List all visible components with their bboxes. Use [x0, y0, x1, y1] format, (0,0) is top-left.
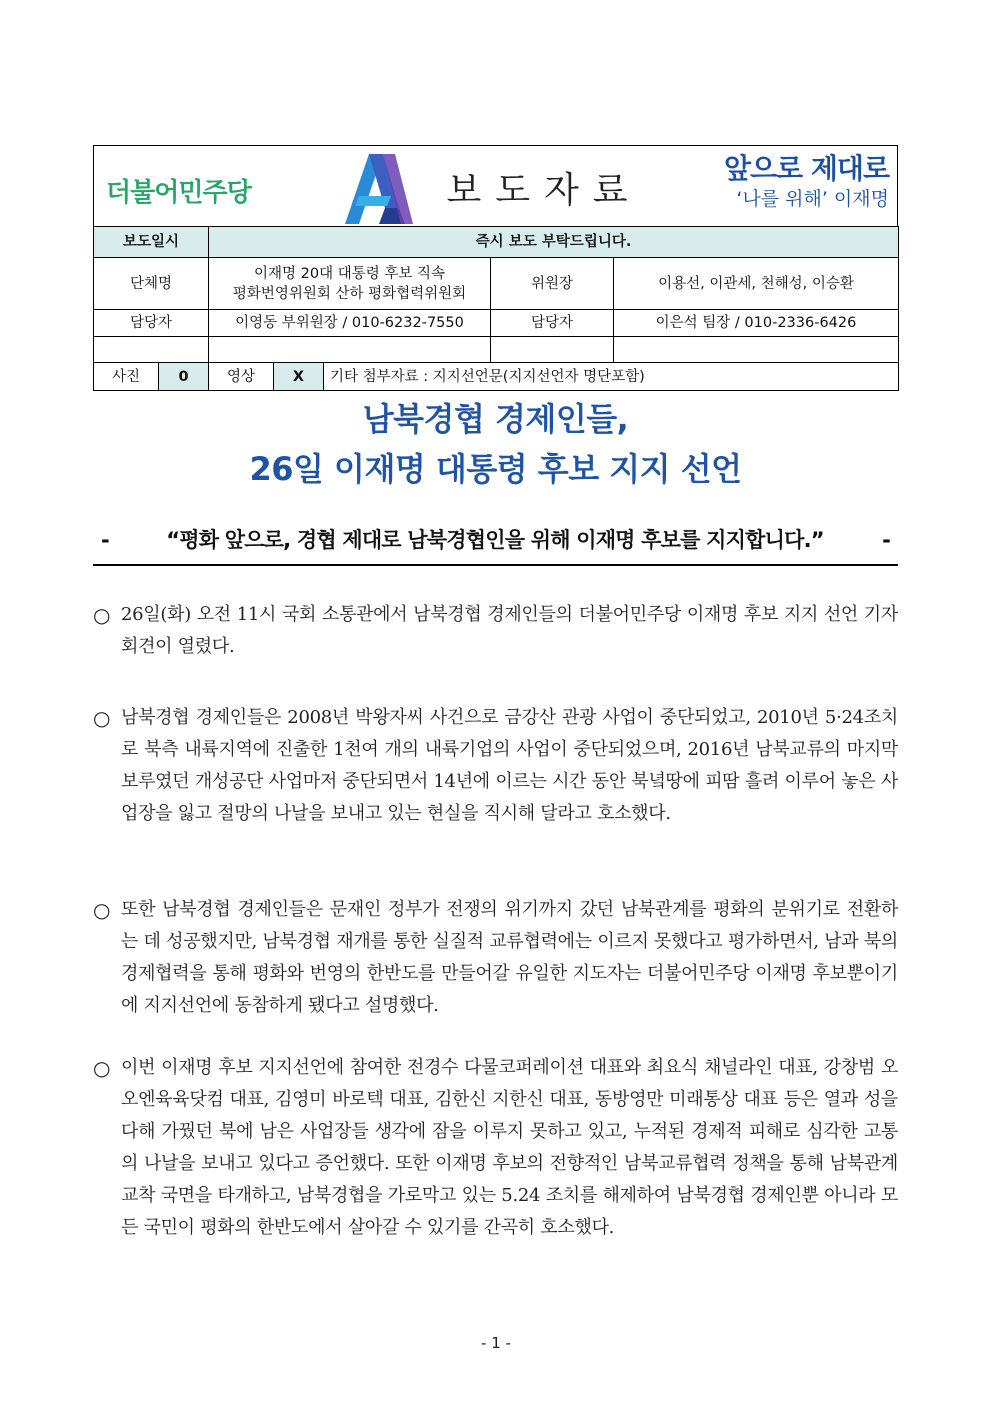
quote-text: “평화 앞으로, 경협 제대로 남북경협인을 위해 이재명 후보를 지지합니다.” [166, 528, 824, 552]
slogan-sub: ‘나를 위해’ 이재명 [736, 188, 889, 210]
quote-dash-left: - [101, 528, 109, 552]
empty-cell [491, 337, 614, 363]
headline-line2: 26일 이재명 대통령 후보 지지 선언 [249, 450, 742, 488]
title-divider [93, 564, 898, 566]
subtitle-quote [93, 522, 898, 558]
party-logo [94, 146, 354, 226]
body-paragraph-4 [93, 1052, 898, 1244]
release-info-table [93, 226, 899, 391]
table-row [94, 363, 899, 391]
party-logo-text: 더불어민주당 [106, 178, 251, 208]
circle-bullet-icon: ○ [93, 1056, 111, 1080]
headline [93, 394, 898, 494]
document-type-title: 보도자료 [446, 170, 642, 211]
body-paragraph-2 [93, 702, 898, 830]
quote-dash-right: - [882, 528, 890, 552]
release-date-value: 즉시 보도 부탁드립니다. [209, 227, 899, 258]
circle-bullet-icon: ○ [93, 706, 111, 730]
table-row [94, 337, 899, 363]
circle-bullet-icon: ○ [93, 898, 111, 922]
header-box [93, 145, 898, 227]
table-row [94, 310, 899, 337]
body-paragraph-3 [93, 894, 898, 1022]
photo-count: 0 [159, 363, 209, 391]
paragraph-text: 이번 이재명 후보 지지선언에 참여한 전경수 다물코퍼레이션 대표와 최요식 채널라인 대표, 강창범 오오엔육육닷컴 대표, 김영미 바로텍 대표, 김한신 지한신 대표, 동방영만 미래통상 대표 등은 열과 성을 다해 가꿨던 북에 남은 사업장들 생각에 잠을 이루지 못하고 있고, 누적된 경제적 피해로 심각한 고통의 나날을 보내고 있다고 증언했다. 또한 이재명 후보의 전향적인 남북교류협력 정책을 통해 남북관계 교착 국면을 타개하고, 남북경협을 가로막고 있는 5.24 조치를 해제하여 남북경협 경제인뿐 아니라 모든 국민이 평화의 한반도에서 살아갈 수 있기를 간곡히 호소했다. [121, 1057, 898, 1238]
release-date-label: 보도일시 [94, 227, 209, 258]
empty-cell [94, 337, 209, 363]
table-row [94, 227, 899, 258]
headline-line1: 남북경협 경제인들, [362, 400, 629, 438]
table-row [94, 258, 899, 310]
paragraph-text: 또한 남북경협 경제인들은 문재인 정부가 전쟁의 위기까지 갔던 남북관계를 평화의 분위기로 전환하는 데 성공했지만, 남북경협 재개를 통한 실질적 교류협력에는 이르지 못했다고 평가하면서, 남과 북의 경제협력을 통해 평화와 번영의 한반도를 만들어갈 유일한 지도자는 더불어민주당 이재명 후보뿐이기에 지지선언에 동참하게 됐다고 설명했다. [121, 899, 898, 1016]
campaign-slogan [709, 152, 889, 212]
org-value-line1: 이재명 20대 대통령 후보 직속 [254, 265, 445, 282]
empty-cell [209, 337, 491, 363]
empty-cell [614, 337, 899, 363]
paragraph-text: 26일(화) 오전 11시 국회 소통관에서 남북경협 경제인들의 더불어민주당 이재명 후보 지지 선언 기자회견이 열렸다. [121, 604, 898, 657]
circle-bullet-icon: ○ [93, 603, 111, 627]
video-label: 영상 [209, 363, 274, 391]
contact1-value: 이영동 부위원장 / 010-6232-7550 [209, 310, 491, 337]
attachment-note: 기타 첨부자료 : 지지선언문(지지선언자 명단포함) [324, 363, 899, 391]
photo-label: 사진 [94, 363, 159, 391]
org-value [209, 258, 491, 310]
slogan-main: 앞으로 제대로 [723, 152, 889, 185]
body-paragraph-1 [93, 599, 898, 663]
chair-label: 위원장 [491, 258, 614, 310]
chair-value: 이용선, 이관세, 천해성, 이승환 [614, 258, 899, 310]
org-value-line2: 평화번영위원회 산하 평화협력위원회 [232, 285, 467, 302]
contact2-label: 담당자 [491, 310, 614, 337]
page-number: - 1 - [481, 1334, 511, 1352]
org-label: 단체명 [94, 258, 209, 310]
contact1-label: 담당자 [94, 310, 209, 337]
contact2-value: 이은석 팀장 / 010-2336-6426 [614, 310, 899, 337]
video-value: X [274, 363, 324, 391]
paragraph-text: 남북경협 경제인들은 2008년 박왕자씨 사건으로 금강산 관광 사업이 중단되었고, 2010년 5·24조치로 북측 내륙지역에 진출한 1천여 개의 내륙기업의 사업이 중단되었으며, 2016년 남북교류의 마지막 보루였던 개성공단 사업마저 중단되면서 14년에 이르는 시간 동안 북녘땅에 피땀 흘려 이루어 놓은 사업장을 잃고 절망의 나날을 보내고 있는 현실을 직시해 달라고 호소했다. [121, 707, 898, 824]
